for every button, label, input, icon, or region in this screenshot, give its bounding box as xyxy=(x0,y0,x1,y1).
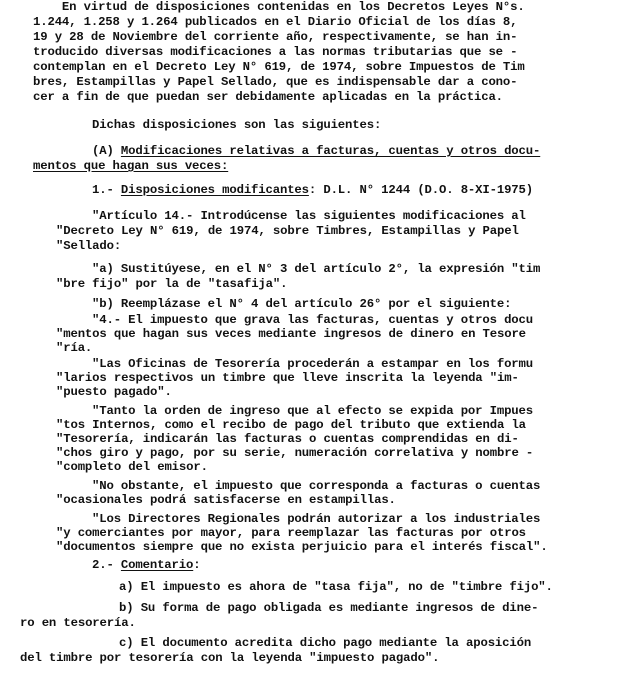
clause-a-line: "bre fijo" por la de "tasafija". xyxy=(56,277,288,291)
comentario-b-line: b) Su forma de pago obligada es mediante ingresos de dine- xyxy=(119,601,539,615)
dichas-line: Dichas disposiciones son las siguientes: xyxy=(92,118,382,132)
item-1-number: 1.- xyxy=(92,183,121,197)
tanto-line: "Tanto la orden de ingreso que al efecto se expida por Impues xyxy=(92,404,533,418)
tanto-line: "chos giro y pago, por su serie, numeración correlativa y nombre - xyxy=(56,446,534,460)
intro-line: contemplan en el Decreto Ley N° 619, de 1974, sobre Impuestos de Tim xyxy=(33,60,525,74)
directores-line: "documentos siempre que no exista perjuicio para el interés fiscal". xyxy=(56,540,548,554)
section-a-heading-cont: mentos que hagan sus veces: xyxy=(33,159,229,173)
intro-line: cer a fin de que puedan ser debidamente aplicadas en la práctica. xyxy=(33,90,503,104)
intro-line: En virtud de disposiciones contenidas en los Decretos Leyes N°s. xyxy=(33,0,525,14)
oficinas-line: "larios respectivos un timbre que lleve inscrita la leyenda "im- xyxy=(56,371,519,385)
comentario-a-line: a) El impuesto es ahora de "tasa fija", no de "timbre fijo". xyxy=(119,580,553,594)
item-1-heading xyxy=(92,183,533,198)
comentario-c-line: del timbre por tesorería con la leyenda "impuesto pagado". xyxy=(20,651,440,665)
section-a-title xyxy=(92,144,540,159)
articulo-line: "Decreto Ley N° 619, de 1974, sobre Timbres, Estampillas y Papel xyxy=(56,224,519,238)
articulo-line: "Artículo 14.- Introdúcense las siguientes modificaciones al xyxy=(92,209,526,223)
articulo-line: "Sellado: xyxy=(56,239,122,253)
intro-line: 19 y 28 de Noviembre del corriente año, respectivamente, se han in- xyxy=(33,30,518,44)
intro-line: 1.244, 1.258 y 1.264 publicados en el Diario Oficial de los días 8, xyxy=(33,15,518,29)
tanto-line: "completo del emisor. xyxy=(56,460,208,474)
no-obstante-line: "ocasionales podrá satisfacerse en estampillas. xyxy=(56,493,396,507)
impuesto-line: "ría. xyxy=(56,341,93,355)
oficinas-line: "puesto pagado". xyxy=(56,385,172,399)
item-2-colon: : xyxy=(193,558,201,572)
comentario-b-line: ro en tesorería. xyxy=(20,616,136,630)
impuesto-line: "4.- El impuesto que grava las facturas, cuentas y otros docu xyxy=(92,313,533,327)
directores-line: "Los Directores Regionales podrán autorizar a los industriales xyxy=(92,512,541,526)
intro-line: troducido diversas modificaciones a las normas tributarias que se - xyxy=(33,45,518,59)
item-2-title: Comentario xyxy=(120,558,194,572)
item-2-number: 2.- xyxy=(92,558,121,572)
comentario-c-line: c) El documento acredita dicho pago mediante la aposición xyxy=(119,636,532,650)
clause-a-line: "a) Sustitúyese, en el N° 3 del artículo 2°, la expresión "tim xyxy=(92,262,541,276)
directores-line: "y comerciantes por mayor, para reemplazar las facturas por otros xyxy=(56,526,526,540)
item-1-reference: : D.L. N° 1244 (D.O. 8-XI-1975) xyxy=(308,183,534,197)
tanto-line: "Tesorería, indicarán las facturas o cuentas comprendidas en di- xyxy=(56,432,519,446)
no-obstante-line: "No obstante, el impuesto que corresponda a facturas o cuentas xyxy=(92,479,541,493)
impuesto-line: "mentos que hagan sus veces mediante ingresos de dinero en Tesore xyxy=(56,327,526,341)
item-2-heading xyxy=(92,558,200,573)
intro-line: bres, Estampillas y Papel Sellado, que es indispensable dar a cono- xyxy=(33,75,518,89)
oficinas-line: "Las Oficinas de Tesorería procederán a estampar en los formu xyxy=(92,357,533,371)
item-1-title: Disposiciones modificantes xyxy=(120,183,309,197)
section-a-prefix: (A) xyxy=(92,144,121,158)
clause-b-line: "b) Reemplázase el N° 4 del artículo 26° por el siguiente: xyxy=(92,297,512,311)
tanto-line: "tos Internos, como el recibo de pago del tributo que extienda la xyxy=(56,418,526,432)
section-a-heading: Modificaciones relativas a facturas, cuentas y otros docu- xyxy=(120,144,541,158)
